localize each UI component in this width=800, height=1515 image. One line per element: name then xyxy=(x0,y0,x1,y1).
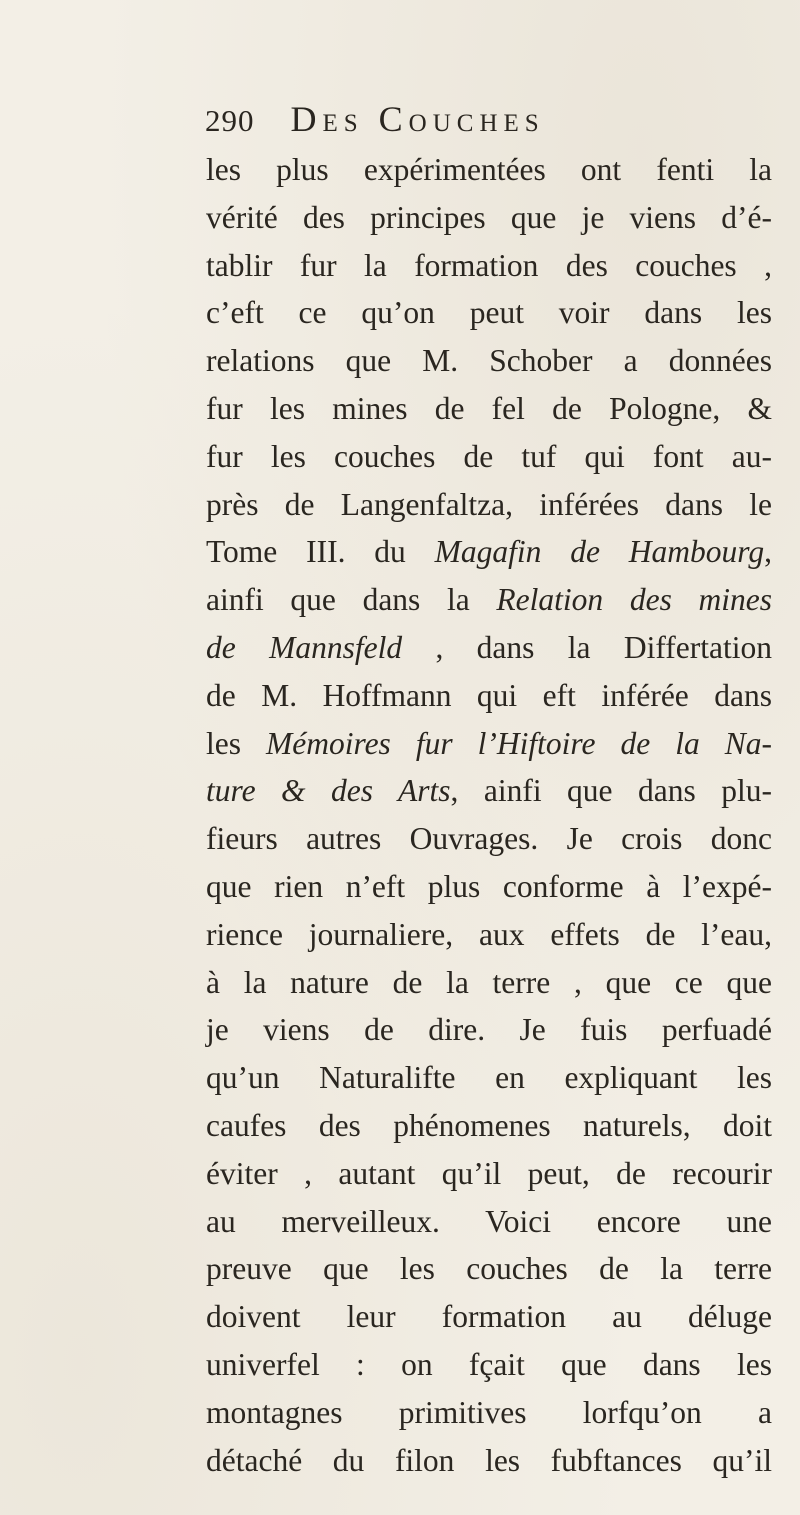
italic-run: Relation des mines xyxy=(496,582,772,618)
italic-run: ture & des Arts xyxy=(206,773,451,809)
text-run: fieurs autres Ouvrages. Je crois donc xyxy=(206,821,772,857)
text-line xyxy=(206,576,772,624)
text-run: , dans la Differtation xyxy=(402,629,772,665)
text-run: doivent leur formation au déluge xyxy=(206,1299,772,1335)
body-text xyxy=(206,146,772,1484)
text-run: de M. Hoffmann qui eft inférée dans xyxy=(206,677,772,713)
text-run: , ainfi que dans plu- xyxy=(450,773,773,809)
text-line xyxy=(206,815,772,863)
italic-run: de Mannsfeld xyxy=(206,629,403,665)
page-number: 290 xyxy=(205,103,255,138)
text-run: je viens de dire. Je fuis perfuadé xyxy=(206,1012,772,1048)
text-line xyxy=(206,242,772,290)
text-line xyxy=(206,337,772,385)
running-head xyxy=(205,98,675,144)
text-line xyxy=(206,863,772,911)
text-line xyxy=(206,1389,772,1437)
running-title: Des Couches xyxy=(290,99,545,139)
text-run: détaché du filon les fubftances qu’il xyxy=(206,1442,772,1478)
text-line xyxy=(206,624,772,672)
text-run: au merveilleux. Voici encore une xyxy=(206,1203,772,1239)
text-line xyxy=(206,767,772,815)
text-run: preuve que les couches de la terre xyxy=(206,1251,772,1287)
text-run: vérité des principes que je viens d’é- xyxy=(206,199,772,235)
text-line xyxy=(206,1341,772,1389)
text-line xyxy=(206,433,772,481)
text-run: c’eft ce qu’on peut voir dans les xyxy=(206,295,772,331)
text-run: tablir fur la formation des couches , xyxy=(206,247,772,283)
text-run: , xyxy=(764,534,773,570)
text-line xyxy=(206,1198,772,1246)
text-line xyxy=(206,481,772,529)
text-line xyxy=(206,1293,772,1341)
text-run: à la nature de la terre , que ce que xyxy=(206,964,772,1000)
text-run: Tome III. du xyxy=(206,534,435,570)
text-line xyxy=(206,911,772,959)
text-run: rience journaliere, aux effets de l’eau, xyxy=(206,916,772,952)
text-line xyxy=(206,1150,772,1198)
text-run: qu’un Naturalifte en expliquant les xyxy=(206,1060,772,1096)
text-run: près de Langenfaltza, inférées dans le xyxy=(206,486,772,522)
italic-run: Magafin de Hambourg xyxy=(434,534,765,570)
text-run: fur les couches de tuf qui font au- xyxy=(206,438,772,474)
text-line xyxy=(206,528,772,576)
text-line xyxy=(206,959,772,1007)
text-line xyxy=(206,289,772,337)
text-run: univerfel : on fçait que dans les xyxy=(206,1346,772,1382)
text-line xyxy=(206,1054,772,1102)
text-line xyxy=(206,1102,772,1150)
italic-run: Mémoires fur l’Hiftoire de la Na- xyxy=(266,725,772,761)
text-line xyxy=(206,672,772,720)
text-run: montagnes primitives lorfqu’on a xyxy=(206,1394,772,1430)
text-line xyxy=(206,146,772,194)
text-line xyxy=(206,1437,772,1485)
text-line xyxy=(206,1245,772,1293)
text-run: éviter , autant qu’il peut, de recourir xyxy=(206,1155,772,1191)
text-run: les xyxy=(206,725,267,761)
text-run: relations que M. Schober a données xyxy=(206,343,772,379)
text-run: que rien n’eft plus conforme à l’expé- xyxy=(206,868,772,904)
text-run: fur les mines de fel de Pologne, & xyxy=(206,390,772,426)
text-line xyxy=(206,194,772,242)
text-line xyxy=(206,1006,772,1054)
text-line xyxy=(206,720,772,768)
text-run: caufes des phénomenes naturels, doit xyxy=(206,1107,772,1143)
text-run: les plus expérimentées ont fenti la xyxy=(206,152,772,187)
text-run: ainfi que dans la xyxy=(206,582,497,618)
text-line xyxy=(206,385,772,433)
